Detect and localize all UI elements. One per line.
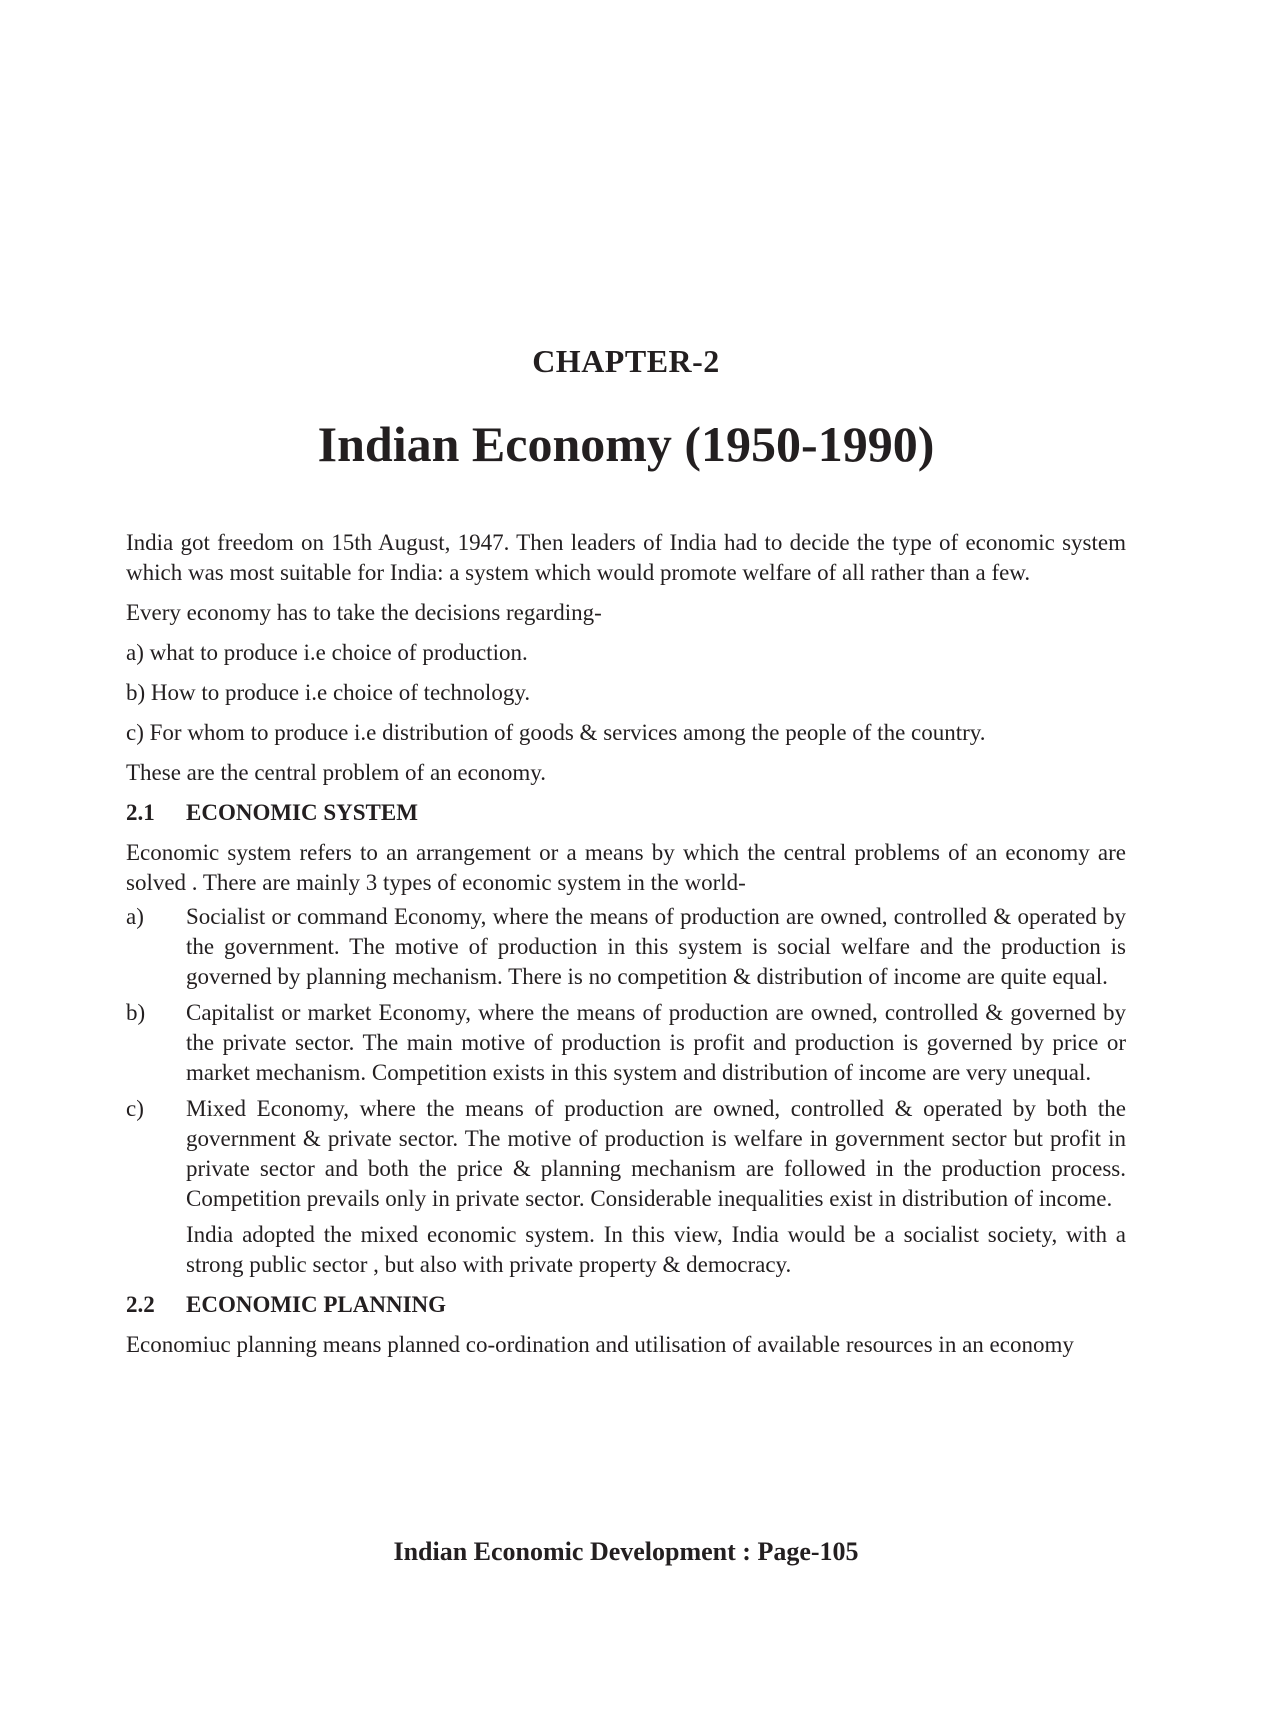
section-heading-2-2 [126,1290,1126,1320]
chapter-label: CHAPTER-2 [532,343,720,379]
document-page [126,0,1126,1710]
section-number: 2.1 [126,800,155,825]
section-2-1-paragraph-1: Economic system refers to an arrangement or a means by which the central problems of an economy are solved . There are mainly 3 types of economic system in the world- [126,840,1126,895]
intro-paragraph-1: India got freedom on 15th August, 1947. Then leaders of India had to decide the type of economic system which was most suitable for India: a system which would promote welfare of all rather than a few. [126,530,1126,585]
section-heading-2-1 [126,798,1126,828]
intro-item-a: a) what to produce i.e choice of production. [126,640,528,665]
list-item-text: Capitalist or market Economy, where the means of production are owned, controlled & governed by the private sector. The main motive of production is profit and production is governed by price or market mechanism. Competition exists in this system and distribution of income are very unequal. [186,1000,1126,1085]
list-item-text: Mixed Economy, where the means of production are owned, controlled & operated by both the government & private sector. The motive of production is welfare in government sector but profit in private sector and both the price & planning mechanism are followed in the production process. Competition prevails only in private sector. Considerable inequalities exist in distribution of income. [186,1096,1126,1211]
section-title: ECONOMIC PLANNING [186,1292,447,1317]
intro-paragraph-2: Every economy has to take the decisions regarding- [126,600,602,625]
intro-item-c: c) For whom to produce i.e distribution of goods & services among the people of the country. [126,720,986,745]
section-2-1-paragraph-2: India adopted the mixed economic system. In this view, India would be a socialist society, with a strong public sector , but also with private property & democracy. [186,1222,1126,1277]
intro-item-b: b) How to produce i.e choice of technology. [126,680,531,705]
list-item-capitalist [126,998,1126,1088]
body-text [126,528,1126,1370]
section-title: ECONOMIC SYSTEM [186,800,418,825]
list-item-socialist [126,902,1126,992]
list-item-text: Socialist or command Economy, where the means of production are owned, controlled & operated by the government. The motive of production in this system is social welfare and the production is governed by planning mechanism. There is no competition & distribution of income are quite equal. [186,904,1126,989]
list-marker: a) [126,904,144,929]
intro-paragraph-3: These are the central problem of an economy. [126,760,546,785]
list-item-mixed [126,1094,1126,1214]
list-marker: c) [126,1096,144,1121]
chapter-title: Indian Economy (1950-1990) [317,416,935,472]
section-2-2-paragraph-1: Economiuc planning means planned co-ordination and utilisation of available resources in an economy [126,1332,1074,1357]
list-marker: b) [126,1000,146,1025]
page-footer: Indian Economic Development : Page-105 [393,1537,859,1566]
section-number: 2.2 [126,1292,155,1317]
